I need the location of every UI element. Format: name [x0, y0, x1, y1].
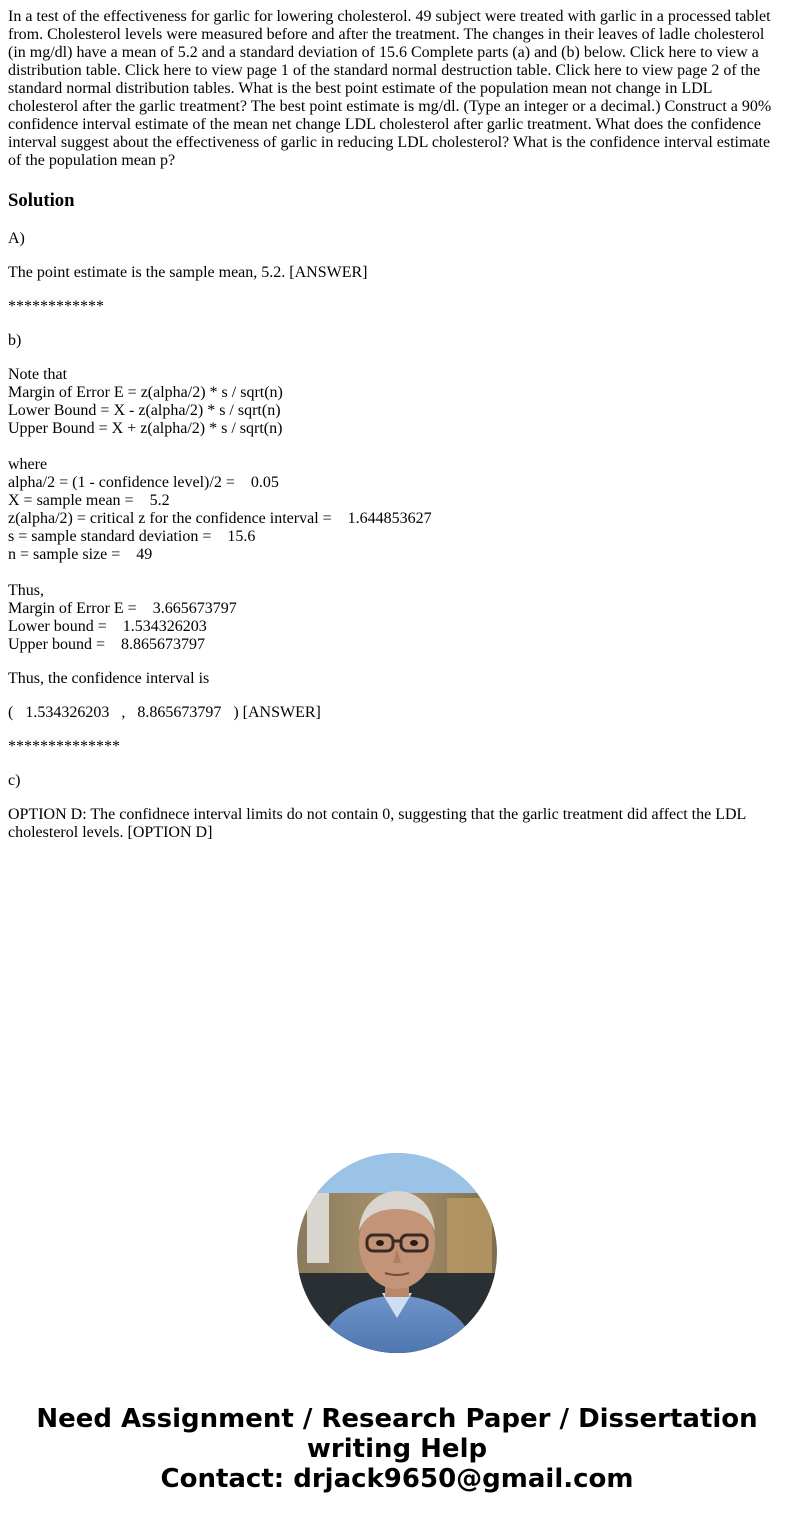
part-b-interval-answer: ( 1.534326203 , 8.865673797 ) [ANSWER]: [8, 704, 321, 721]
author-avatar: [297, 1153, 497, 1353]
avatar-photo: [297, 1153, 497, 1353]
part-a-answer: The point estimate is the sample mean, 5.2. [ANSWER]: [8, 264, 368, 281]
promo-line-1: Need Assignment / Research Paper / Dissertation: [36, 1404, 758, 1434]
promo-banner: [0, 1404, 794, 1494]
promo-contact: Contact: drjack9650@gmail.com: [160, 1464, 634, 1494]
part-c-label: c): [8, 772, 21, 789]
promo-line-2: writing Help: [306, 1434, 488, 1464]
part-b-interval-intro: Thus, the confidence interval is: [8, 670, 210, 687]
part-b-working: Note that Margin of Error E = z(alpha/2) * s / sqrt(n) Lower Bound = X - z(alpha/2) * s / sqrt(n) Upper Bound = X + z(alpha/2) * s / sqrt(n) where alpha/2 = (1 - confidence level)/2 = 0.05 X = sample mean = 5.2 z(alpha/2) = critical z for the confidence interval = 1.644853627 s = sample standard deviation = 15.6 n = sample size = 49 Thus, Margin of Error E = 3.665673797 Lower bound = 1.534326203 Upper bound = 8.865673797: [8, 366, 432, 653]
solution-heading: Solution: [8, 190, 75, 211]
separator: ************: [8, 298, 104, 315]
document-content: [8, 8, 786, 842]
question-text: In a test of the effectiveness for garlic for lowering cholesterol. 49 subject were treated with garlic in a processed tablet from. Cholesterol levels were measured before and after the treatment. The changes in their leaves of ladle cholesterol (in mg/dl) have a mean of 5.2 and a standard deviation of 15.6 Complete parts (a) and (b) below. Click here to view a distribution table. Click here to view page 1 of the standard normal destruction table. Click here to view page 2 of the standard normal distribution tables. What is the best point estimate of the population mean not change in LDL cholesterol after the garlic treatment? The best point estimate is mg/dl. (Type an integer or a decimal.) Construct a 90% confidence interval estimate of the mean net change LDL cholesterol after garlic treatment. What does the confidence interval suggest about the effectiveness of garlic in reducing LDL cholesterol? What is the confidence interval estimate of the population mean p?: [8, 8, 772, 169]
part-b-label: b): [8, 332, 22, 349]
separator: **************: [8, 738, 120, 755]
part-a-label: A): [8, 230, 25, 247]
part-c-answer: OPTION D: The confidnece interval limits do not contain 0, suggesting that the garlic treatment did affect the LDL cholesterol levels. [OPTION D]: [8, 806, 750, 841]
